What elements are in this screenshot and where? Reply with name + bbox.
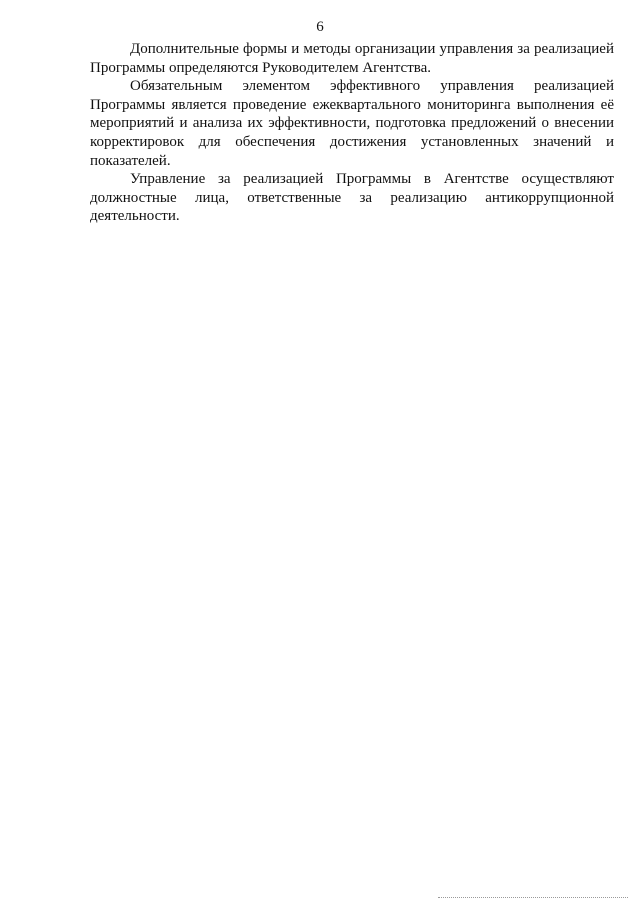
paragraph-responsible-officials: Управление за реализацией Программы в Агентстве осуществляют должностные лица, ответственные за реализацию антикоррупционной деятельности. xyxy=(90,171,614,225)
document-body xyxy=(90,40,614,226)
paragraph-additional-forms: Дополнительные формы и методы организации управления за реализацией Программы определяются Руководителем Агентства. xyxy=(90,41,614,76)
page-number: 6 xyxy=(316,19,324,35)
footer-dotted-line xyxy=(438,897,628,898)
paragraph-monitoring: Обязательным элементом эффективного управления реализацией Программы является проведение ежеквартального мониторинга выполнения её мероприятий и анализа их эффективности, подготовка предложений о внесении корректировок для обеспечения достижения установленных значений и показателей. xyxy=(90,78,614,169)
